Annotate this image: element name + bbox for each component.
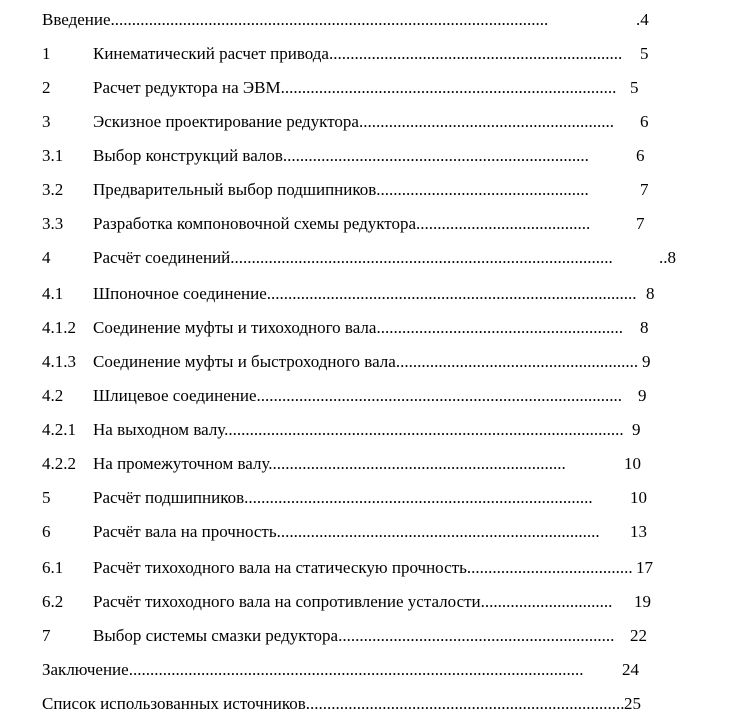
toc-entry <box>0 8 744 32</box>
toc-entry <box>0 658 744 682</box>
toc-entry <box>0 110 744 134</box>
toc-dot-leader: ............................................................................... <box>280 78 617 97</box>
toc-dot-leader: .......................................................... <box>376 318 623 337</box>
toc-dot-leader: ......................................... <box>416 214 591 233</box>
toc-entry <box>0 42 744 66</box>
toc-dot-leader: ........................................................................ <box>282 146 589 165</box>
toc-dot-leader: ....................................................................................... <box>266 284 637 303</box>
toc-entry-title: Кинематический расчет привода <box>93 44 329 63</box>
toc-entry-number: 6.1 <box>42 558 64 577</box>
toc-dot-leader: ...................................................................... <box>268 454 566 473</box>
toc-entry <box>0 282 744 306</box>
toc-entry <box>0 246 744 270</box>
toc-entry-page: 8 <box>640 318 649 337</box>
toc-entry-title: Разработка компоновочной схемы редуктора <box>93 214 417 233</box>
toc-dot-leader: ....................................... <box>466 558 633 577</box>
toc-entry-title: Предварительный выбор подшипников <box>93 180 377 199</box>
toc-entry-title: Расчёт тихоходного вала на сопротивление усталости <box>93 592 481 611</box>
toc-entry <box>0 692 744 716</box>
toc-entry-title: На промежуточном валу <box>93 454 269 473</box>
toc-entry <box>0 350 744 374</box>
toc-dot-leader: ............................... <box>480 592 613 611</box>
toc-entry-number: 3.2 <box>42 180 64 199</box>
toc-entry <box>0 590 744 614</box>
toc-entry-page: ..8 <box>659 248 676 267</box>
toc-dot-leader: ........................................................................... <box>305 694 624 713</box>
toc-entry-number: 7 <box>42 626 51 645</box>
toc-entry-number: 4.2 <box>42 386 64 405</box>
toc-entry <box>0 486 744 510</box>
toc-dot-leader: ............................................................................ <box>276 522 600 541</box>
toc-dot-leader: .......................................................................................... <box>230 248 613 267</box>
toc-entry <box>0 178 744 202</box>
toc-entry-title: Расчет редуктора на ЭВМ <box>93 78 281 97</box>
toc-entry-title: Выбор системы смазки редуктора <box>93 626 339 645</box>
toc-entry-number: 3.3 <box>42 214 64 233</box>
toc-entry-number: 5 <box>42 488 51 507</box>
toc-entry-number: 3.1 <box>42 146 64 165</box>
toc-entry-title: Расчёт подшипников <box>93 488 245 507</box>
toc-entry-number: 4.1 <box>42 284 64 303</box>
toc-entry-page: 5 <box>640 44 649 63</box>
toc-entry-number: 1 <box>42 44 51 63</box>
toc-entry <box>0 316 744 340</box>
toc-entry-title: Шлицевое соединение <box>93 386 257 405</box>
toc-dot-leader: .................................................................................. <box>244 488 593 507</box>
toc-entry-title: Расчёт соединений <box>93 248 231 267</box>
toc-entry-page: 9 <box>632 420 641 439</box>
toc-dot-leader: ................................................................. <box>338 626 615 645</box>
toc-entry <box>0 556 744 580</box>
toc-entry-page: 19 <box>634 592 651 611</box>
toc-entry-page: 6 <box>636 146 645 165</box>
toc-entry-title: На выходном валу <box>93 420 225 439</box>
toc-dot-leader: ........................................................................................................... <box>128 660 584 679</box>
toc-entry-page: 24 <box>622 660 639 679</box>
toc-dot-leader: ....................................................................................................... <box>110 10 549 29</box>
toc-entry-title: Список использованных источников <box>42 694 306 713</box>
toc-dot-leader: ......................................................... <box>395 352 639 371</box>
toc-entry-number: 3 <box>42 112 51 131</box>
toc-entry-page: .4 <box>636 10 649 29</box>
toc-entry-number: 4.2.2 <box>42 454 76 473</box>
toc-entry-page: 8 <box>646 284 655 303</box>
toc-entry-number: 2 <box>42 78 51 97</box>
toc-entry-page: 25 <box>624 694 641 713</box>
toc-entry-page: 22 <box>630 626 647 645</box>
toc-entry-number: 6 <box>42 522 51 541</box>
toc-entry-page: 5 <box>630 78 639 97</box>
toc-entry <box>0 418 744 442</box>
toc-entry-page: 7 <box>640 180 649 199</box>
toc-dot-leader: ............................................................ <box>358 112 614 131</box>
toc-entry-page: 6 <box>640 112 649 131</box>
toc-entry-number: 4.1.2 <box>42 318 76 337</box>
toc-entry-title: Расчёт тихоходного вала на статическую прочность <box>93 558 467 577</box>
toc-entry-title: Выбор конструкций валов <box>93 146 283 165</box>
toc-entry-page: 9 <box>642 352 651 371</box>
toc-entry <box>0 452 744 476</box>
toc-entry-page: 7 <box>636 214 645 233</box>
toc-entry-title: Расчёт вала на прочность <box>93 522 277 541</box>
toc-entry-title: Шпоночное соединение <box>93 284 267 303</box>
toc-entry-page: 17 <box>636 558 653 577</box>
toc-entry-title: Введение <box>42 10 111 29</box>
toc-entry-number: 4 <box>42 248 51 267</box>
toc-entry-title: Соединение муфты и быстроходного вала <box>93 352 396 371</box>
toc-entry <box>0 76 744 100</box>
toc-entry-page: 9 <box>638 386 647 405</box>
toc-entry <box>0 212 744 236</box>
toc-entry-number: 6.2 <box>42 592 64 611</box>
toc-entry-page: 10 <box>630 488 647 507</box>
toc-dot-leader: ..................................................................... <box>328 44 623 63</box>
toc-dot-leader: ...................................................................................... <box>256 386 622 405</box>
toc-entry <box>0 384 744 408</box>
toc-entry-page: 10 <box>624 454 641 473</box>
toc-entry-title: Соединение муфты и тихоходного вала <box>93 318 377 337</box>
toc-entry <box>0 624 744 648</box>
toc-entry-page: 13 <box>630 522 647 541</box>
toc-entry-title: Заключение <box>42 660 129 679</box>
toc-entry-number: 4.2.1 <box>42 420 76 439</box>
toc-dot-leader: .............................................................................................. <box>224 420 624 439</box>
toc-entry-title: Эскизное проектирование редуктора <box>93 112 359 131</box>
toc-dot-leader: .................................................. <box>376 180 589 199</box>
toc-entry <box>0 520 744 544</box>
toc-entry-number: 4.1.3 <box>42 352 76 371</box>
toc-entry <box>0 144 744 168</box>
